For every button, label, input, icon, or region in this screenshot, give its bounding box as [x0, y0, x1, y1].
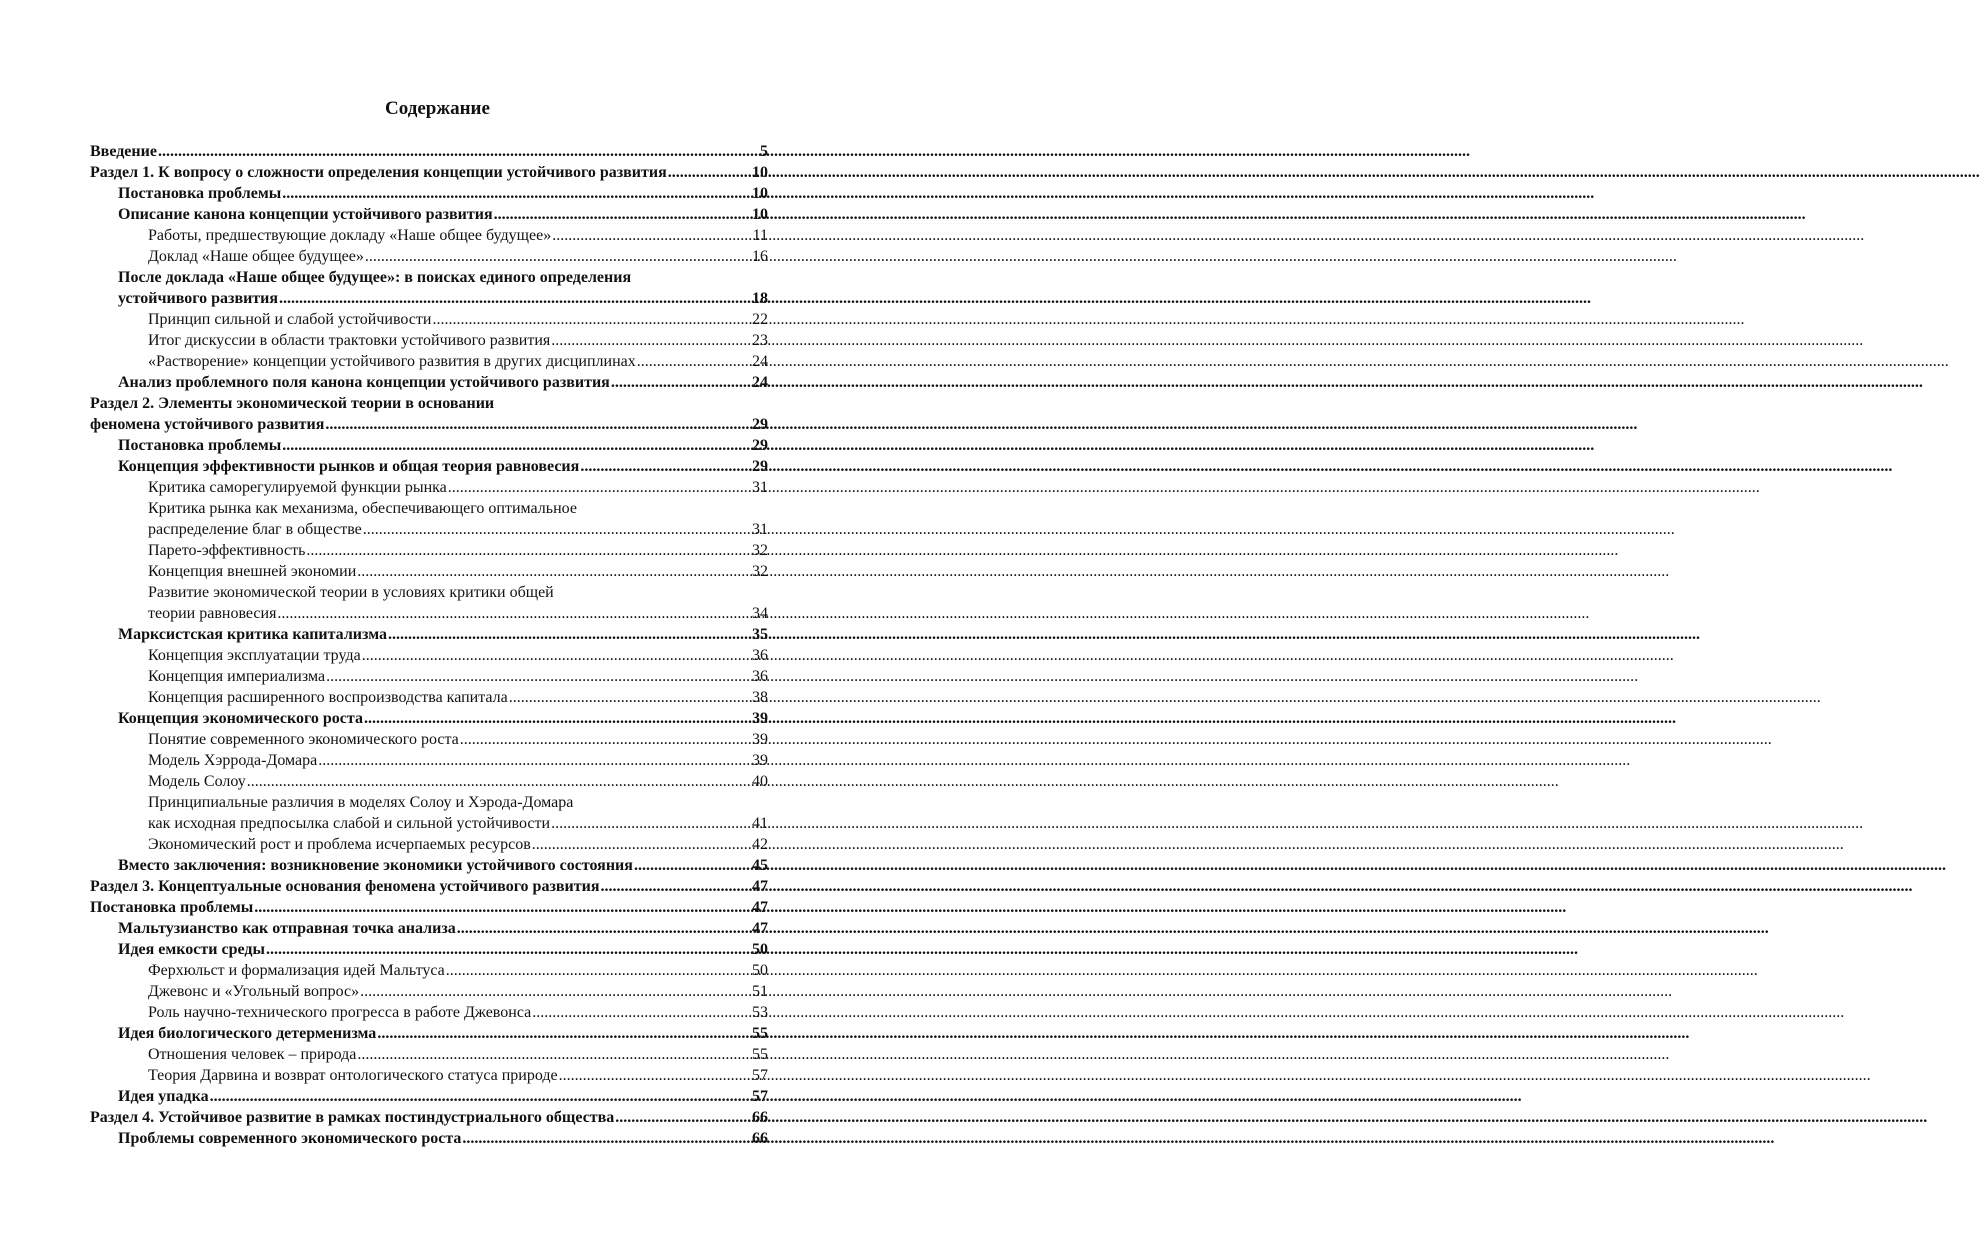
toc-entry-title: Вместо заключения: возникновение экономики устойчивого состояния — [118, 857, 633, 874]
dot-leader — [446, 960, 751, 981]
dot-leader — [580, 456, 751, 477]
dot-leader — [611, 372, 751, 393]
toc-entry — [118, 918, 768, 939]
dot-leader — [668, 162, 751, 183]
toc-entry-title: Проблемы современного экономического роста — [118, 1130, 462, 1147]
dot-leader — [432, 309, 751, 330]
toc-page-number: 53 — [752, 1004, 768, 1021]
dot-leader — [494, 204, 751, 225]
dot-leader — [600, 876, 751, 897]
toc-entry-title: Постановка проблемы — [90, 899, 254, 916]
toc-entry-title: Раздел 4. Устойчивое развитие в рамках постиндустриального общества — [90, 1109, 615, 1126]
toc-entry — [148, 687, 768, 708]
dot-leader — [509, 687, 751, 708]
toc-entry — [118, 855, 768, 876]
toc-entry — [148, 960, 768, 981]
toc-entry-title-line: Раздел 2. Элементы экономической теории в основании — [90, 395, 495, 412]
toc-entry-title: Принцип сильной и слабой устойчивости — [148, 311, 432, 328]
toc-page-number: 66 — [752, 1109, 768, 1126]
toc-entry-title: Концепция внешней экономии — [148, 563, 357, 580]
toc-entry — [118, 1086, 768, 1107]
toc-page-number: 55 — [752, 1025, 768, 1042]
toc-page-number: 47 — [752, 878, 768, 895]
toc-entry-title: Идея емкости среды — [118, 941, 265, 958]
dot-leader — [460, 729, 751, 750]
toc-entry — [148, 561, 768, 582]
toc-page-number: 66 — [752, 1130, 768, 1147]
dot-leader — [266, 939, 751, 960]
toc-entry — [148, 330, 768, 351]
toc-entry-title: устойчивого развития — [118, 290, 279, 307]
toc-entry-title: Понятие современного экономического роста — [148, 731, 459, 748]
dot-leader — [448, 477, 751, 498]
toc-entry — [148, 225, 768, 246]
toc-page-number: 34 — [752, 605, 768, 622]
dot-leader — [254, 897, 751, 918]
toc-entry — [148, 540, 768, 561]
toc-entry — [118, 204, 768, 225]
toc-entry-title: Теория Дарвина и возврат онтологического статуса природе — [148, 1067, 558, 1084]
toc-entry — [118, 1023, 768, 1044]
toc-page-number: 50 — [752, 941, 768, 958]
toc-page-number: 10 — [752, 206, 768, 223]
toc-entry-title: Парето-эффективность — [148, 542, 306, 559]
dot-leader — [247, 771, 751, 792]
dot-leader — [364, 708, 751, 729]
toc-entry — [148, 792, 768, 834]
dot-leader — [306, 540, 751, 561]
toc-page-number: 42 — [752, 836, 768, 853]
toc-entry-title: Марксистская критика капитализма — [118, 626, 388, 643]
toc-entry — [118, 939, 768, 960]
dot-leader — [365, 246, 751, 267]
dot-leader — [377, 1023, 751, 1044]
toc-entry-title: «Растворение» концепции устойчивого развития в других дисциплинах — [148, 353, 636, 370]
dot-leader — [552, 225, 751, 246]
toc-entry-title: Концепция империализма — [148, 668, 326, 685]
toc-page-number: 39 — [752, 710, 768, 727]
table-of-contents — [90, 141, 768, 1149]
toc-page-number: 38 — [752, 689, 768, 706]
toc-entry — [90, 876, 768, 897]
toc-entry-title: Работы, предшествующие докладу «Наше общее будущее» — [148, 227, 552, 244]
toc-page-number: 29 — [752, 416, 768, 433]
dot-leader — [615, 1107, 751, 1128]
dot-leader — [279, 288, 751, 309]
dot-leader — [357, 1044, 751, 1065]
toc-entry — [148, 1065, 768, 1086]
toc-page-number: 18 — [752, 290, 768, 307]
dot-leader — [210, 1086, 751, 1107]
toc-page-number: 10 — [752, 164, 768, 181]
dot-leader — [325, 414, 751, 435]
dot-leader — [277, 603, 751, 624]
toc-entry-title: Критика саморегулируемой функции рынка — [148, 479, 447, 496]
toc-entry-title: Идея биологического детерменизма — [118, 1025, 377, 1042]
toc-page-number: 32 — [752, 563, 768, 580]
toc-page-number: 57 — [752, 1088, 768, 1105]
toc-entry — [118, 708, 768, 729]
toc-entry — [148, 981, 768, 1002]
toc-page-number: 55 — [752, 1046, 768, 1063]
toc-entry — [118, 624, 768, 645]
toc-entry — [90, 393, 768, 435]
dot-leader — [634, 855, 751, 876]
toc-page-number: 31 — [752, 479, 768, 496]
toc-page-number: 40 — [752, 773, 768, 790]
toc-entry-title-line: Принципиальные различия в моделях Солоу и Хэрода-Домара — [148, 794, 574, 811]
dot-leader — [357, 561, 751, 582]
toc-entry — [118, 435, 768, 456]
toc-entry-title: Описание канона концепции устойчивого развития — [118, 206, 493, 223]
dot-leader — [282, 435, 751, 456]
toc-entry-title-line: Развитие экономической теории в условиях критики общей — [148, 584, 554, 601]
toc-entry — [148, 582, 768, 624]
toc-entry — [90, 162, 768, 183]
toc-page-number: 16 — [752, 248, 768, 265]
toc-entry-title: Итог дискуссии в области трактовки устойчивого развития — [148, 332, 551, 349]
toc-page-number: 24 — [752, 353, 768, 370]
dot-leader — [318, 750, 751, 771]
toc-entry — [90, 141, 768, 162]
toc-entry-title: Концепция расширенного воспроизводства капитала — [148, 689, 508, 706]
toc-entry-title: Концепция экономического роста — [118, 710, 363, 727]
toc-entry-title: Отношения человек – природа — [148, 1046, 357, 1063]
toc-entry — [148, 1002, 768, 1023]
toc-entry — [148, 246, 768, 267]
toc-page-number: 50 — [752, 962, 768, 979]
toc-entry — [118, 183, 768, 204]
toc-entry-title: Экономический рост и проблема исчерпаемых ресурсов — [148, 836, 531, 853]
toc-entry — [90, 897, 768, 918]
toc-page-number: 45 — [752, 857, 768, 874]
toc-page-number: 29 — [752, 437, 768, 454]
toc-page-number: 47 — [752, 920, 768, 937]
toc-entry — [118, 372, 768, 393]
toc-entry — [148, 834, 768, 855]
toc-entry — [148, 309, 768, 330]
toc-page-number: 23 — [752, 332, 768, 349]
dot-leader — [158, 141, 759, 162]
toc-page-number: 24 — [752, 374, 768, 391]
toc-entry-title: Мальтузианство как отправная точка анализа — [118, 920, 456, 937]
toc-entry-title: Джевонс и «Угольный вопрос» — [148, 983, 360, 1000]
toc-entry — [148, 729, 768, 750]
toc-entry — [148, 351, 768, 372]
toc-page-number: 10 — [752, 185, 768, 202]
page-title: Содержание — [385, 98, 490, 119]
toc-page-number: 41 — [752, 815, 768, 832]
toc-entry — [148, 666, 768, 687]
toc-entry-title: Концепция эксплуатации труда — [148, 647, 361, 664]
toc-page-number: 32 — [752, 542, 768, 559]
toc-entry-title: Ферхюльст и формализация идей Мальтуса — [148, 962, 445, 979]
toc-entry-title: Введение — [90, 143, 157, 160]
toc-page-number: 36 — [752, 668, 768, 685]
toc-page-number: 11 — [752, 227, 768, 244]
toc-page-number: 51 — [752, 983, 768, 1000]
toc-entry-title: Модель Хэррода-Домара — [148, 752, 318, 769]
dot-leader — [532, 1002, 751, 1023]
dot-leader — [637, 351, 751, 372]
dot-leader — [559, 1065, 751, 1086]
toc-entry — [148, 498, 768, 540]
toc-entry — [90, 1107, 768, 1128]
toc-entry-title: Идея упадка — [118, 1088, 209, 1105]
toc-page-number: 36 — [752, 647, 768, 664]
toc-entry-title: теории равновесия — [148, 605, 277, 622]
dot-leader — [551, 330, 751, 351]
dot-leader — [362, 645, 751, 666]
dot-leader — [282, 183, 751, 204]
toc-entry-title: Модель Солоу — [148, 773, 246, 790]
toc-page-number: 47 — [752, 899, 768, 916]
toc-entry-title: Постановка проблемы — [118, 437, 282, 454]
dot-leader — [457, 918, 751, 939]
toc-entry — [148, 645, 768, 666]
toc-page-number: 29 — [752, 458, 768, 475]
toc-page-number: 31 — [752, 521, 768, 538]
dot-leader — [363, 519, 751, 540]
toc-entry — [148, 771, 768, 792]
toc-entry-title: Анализ проблемного поля канона концепции устойчивого развития — [118, 374, 610, 391]
toc-entry-title: Роль научно-технического прогресса в работе Джевонса — [148, 1004, 532, 1021]
dot-leader — [360, 981, 751, 1002]
toc-entry-title-line: Критика рынка как механизма, обеспечивающего оптимальное — [148, 500, 577, 517]
toc-entry — [148, 750, 768, 771]
toc-page-number: 39 — [752, 731, 768, 748]
dot-leader — [388, 624, 751, 645]
toc-entry — [148, 477, 768, 498]
toc-page-number: 57 — [752, 1067, 768, 1084]
toc-entry — [148, 1044, 768, 1065]
toc-entry-title: Раздел 3. Концептуальные основания феномена устойчивого развития — [90, 878, 600, 895]
toc-page-number: 35 — [752, 626, 768, 643]
toc-entry-title: Постановка проблемы — [118, 185, 282, 202]
dot-leader — [551, 813, 751, 834]
toc-page-number: 22 — [752, 311, 768, 328]
dot-leader — [462, 1128, 751, 1149]
toc-page-number: 5 — [760, 143, 768, 160]
toc-entry — [118, 267, 768, 309]
toc-entry-title: распределение благ в обществе — [148, 521, 362, 538]
toc-entry-title: феномена устойчивого развития — [90, 416, 325, 433]
toc-entry-title-line: После доклада «Наше общее будущее»: в поисках единого определения — [118, 269, 632, 286]
toc-entry-title: Концепция эффективности рынков и общая теория равновесия — [118, 458, 580, 475]
toc-entry-title: Доклад «Наше общее будущее» — [148, 248, 364, 265]
toc-entry — [118, 1128, 768, 1149]
toc-entry-title: Раздел 1. К вопросу о сложности определения концепции устойчивого развития — [90, 164, 667, 181]
dot-leader — [326, 666, 751, 687]
toc-entry-title: как исходная предпосылка слабой и сильной устойчивости — [148, 815, 551, 832]
dot-leader — [532, 834, 751, 855]
toc-entry — [118, 456, 768, 477]
toc-page-number: 39 — [752, 752, 768, 769]
